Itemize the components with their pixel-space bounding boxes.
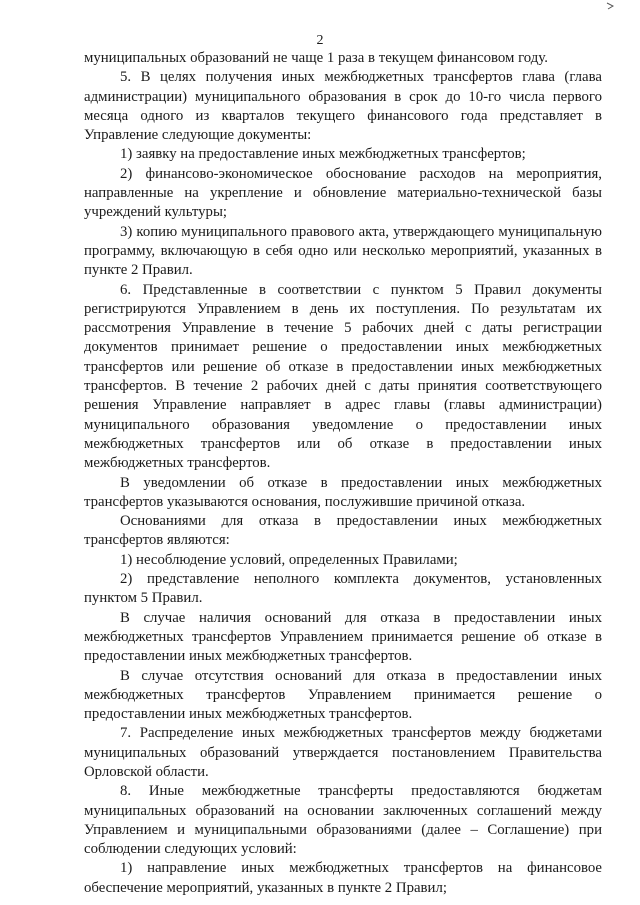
- list-item-application: 1) заявку на предоставление иных межбюджетных трансфертов;: [120, 146, 526, 163]
- page-number: 2: [316, 33, 324, 48]
- paragraph-grant-decision: В случае отсутствия оснований для отказа в предоставлении иных межбюджетных трансфертов Управлением принимается решение о предоставлении иных межбюджетных трансфертов.: [84, 667, 602, 723]
- list-item-legal-act: 3) копию муниципального правового акта, утверждающего муниципальную программу, включающую в себя одно или несколько мероприятий, указанных в пункте 2 Правил.: [84, 223, 602, 279]
- paragraph-refusal-grounds: Основаниями для отказа в предоставлении иных межбюджетных трансфертов являются:: [84, 513, 602, 549]
- paragraph-item-6: 6. Представленные в соответствии с пунктом 5 Правил документы регистрируются Управлением в день их поступления. По результатам их рассмотрения Управление в течение 5 рабочих дней с даты регистрации документов принимает решение о предоставлении иных межбюджетных трансфертов или решение об отказе в предоставлении иных межбюджетных трансфертов. В течение 2 рабочих дней с даты принятия соответствующего решения Управление направляет в адрес главы (главы администрации) муниципального образования уведомление о предоставлении иных межбюджетных трансфертов или об отказе в предоставлении иных межбюджетных трансфертов.: [84, 281, 602, 472]
- paragraph-refusal-decision: В случае наличия оснований для отказа в предоставлении иных межбюджетных трансфертов Управлением принимается решение об отказе в предоставлении иных межбюджетных трансфертов.: [84, 609, 602, 665]
- paragraph-item-5: 5. В целях получения иных межбюджетных трансфертов глава (глава администрации) муниципального образования в срок до 10-го числа первого месяца одного из кварталов текущего финансового года представляет в Управление следующие документы:: [84, 69, 602, 144]
- paragraph-continuation: муниципальных образований не чаще 1 раза в текущем финансовом году.: [84, 50, 548, 66]
- paragraph-item-8: 8. Иные межбюджетные трансферты предоставляются бюджетам муниципальных образований на основании заключенных соглашений между Управлением и муниципальными образованиями (далее – Соглашение) при соблюдении следующих условий:: [84, 783, 602, 858]
- list-item-incomplete-docs: 2) представление неполного комплекта документов, установленных пунктом 5 Правил.: [84, 571, 602, 607]
- paragraph-refusal-notice: В уведомлении об отказе в предоставлении иных межбюджетных трансфертов указываются основания, послужившие причиной отказа.: [84, 474, 602, 510]
- list-item-noncompliance: 1) несоблюдение условий, определенных Правилами;: [120, 551, 458, 568]
- document-body: [84, 49, 602, 898]
- corner-tick-mark: [606, 2, 614, 10]
- list-item-justification: 2) финансово-экономическое обоснование расходов на мероприятия, направленные на укрепление и обновление материально-технической базы учреждений культуры;: [84, 165, 602, 221]
- paragraph-item-7: 7. Распределение иных межбюджетных трансфертов между бюджетами муниципальных образований утверждается постановлением Правительства Орловской области.: [84, 725, 602, 780]
- list-item-condition-1: 1) направление иных межбюджетных трансфертов на финансовое обеспечение мероприятий, указанных в пункте 2 Правил;: [84, 860, 602, 896]
